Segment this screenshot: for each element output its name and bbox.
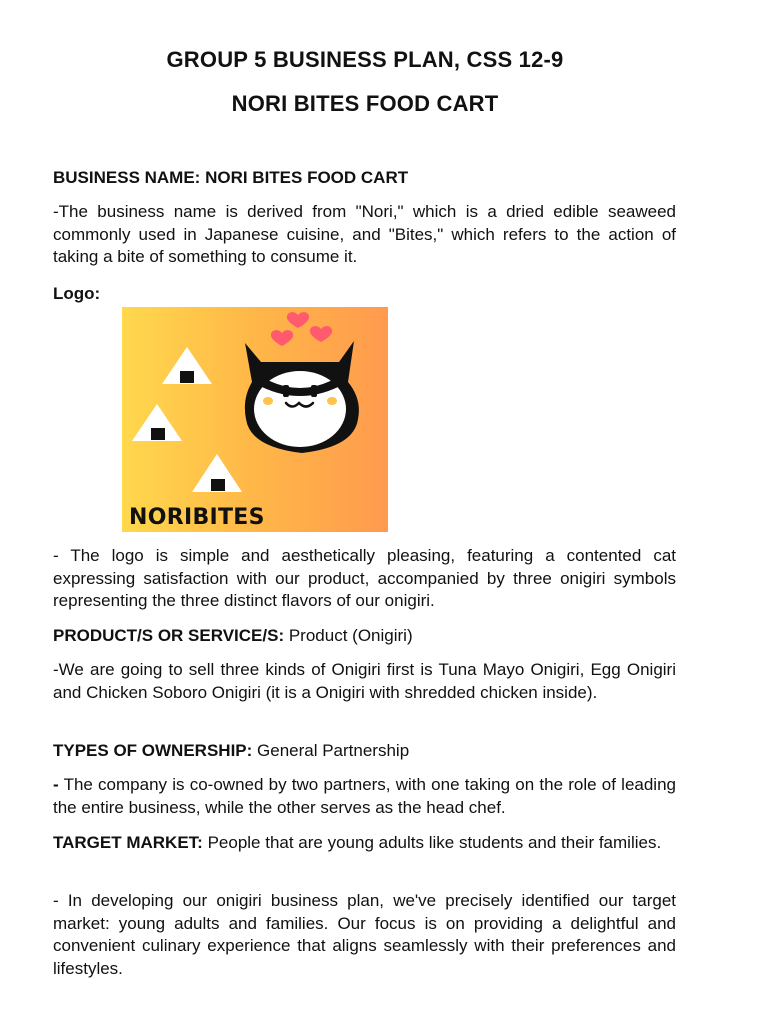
ownership-value: General Partnership — [252, 741, 410, 760]
product-text: -We are going to sell three kinds of Onigiri first is Tuna Mayo Onigiri, Egg Onigiri and Chicken Soboro Onigiri (it is a Onigiri with shredded chicken inside). — [53, 660, 676, 702]
product-value: Product (Onigiri) — [284, 626, 413, 645]
logo-description: - The logo is simple and aesthetically pleasing, featuring a contented cat expressing satisfaction with our product, accompanied by three onigiri symbols representing the three distinct flavors of our onigiri. — [53, 546, 676, 610]
document-subtitle: NORI BITES FOOD CART — [231, 91, 499, 116]
product-label: PRODUCT/S OR SERVICE/S: — [53, 626, 285, 645]
onigiri-icon — [192, 454, 242, 492]
target-market-label: TARGET MARKET: — [53, 833, 203, 852]
logo-wordmark: NORIBITES — [129, 505, 265, 530]
target-market-value: People that are young adults like students and their families. — [202, 833, 662, 852]
ownership-text — [53, 774, 676, 819]
ownership-line — [53, 740, 676, 763]
document-title: GROUP 5 BUSINESS PLAN, CSS 12-9 — [166, 47, 564, 72]
product-line — [53, 625, 676, 648]
target-market-line — [53, 832, 676, 855]
ownership-dash: - — [53, 775, 59, 794]
heart-icon — [271, 312, 332, 346]
business-name-heading: BUSINESS NAME: NORI BITES FOOD CART — [53, 168, 409, 187]
target-market-text: - In developing our onigiri business plan, we've precisely identified our target market: young adults and families. Our focus is on providing a delightful and convenient culinary experience that aligns seamlessly with their preferences and lifestyles. — [53, 891, 676, 978]
ownership-description: The company is co-owned by two partners, with one taking on the role of leading the entire business, while the other serves as the head chef. — [53, 775, 676, 817]
cat-face-icon — [245, 341, 359, 453]
logo-heading: Logo: — [53, 284, 101, 303]
logo-artwork — [122, 307, 388, 532]
ownership-label: TYPES OF OWNERSHIP: — [53, 741, 253, 760]
business-name-text: -The business name is derived from "Nori," which is a dried edible seaweed commonly used in Japanese cuisine, and "Bites," which refers to the action of taking a bite of something to consume it. — [53, 202, 676, 266]
noribites-logo — [122, 307, 388, 532]
onigiri-icon — [132, 404, 182, 441]
onigiri-icon — [162, 347, 212, 384]
